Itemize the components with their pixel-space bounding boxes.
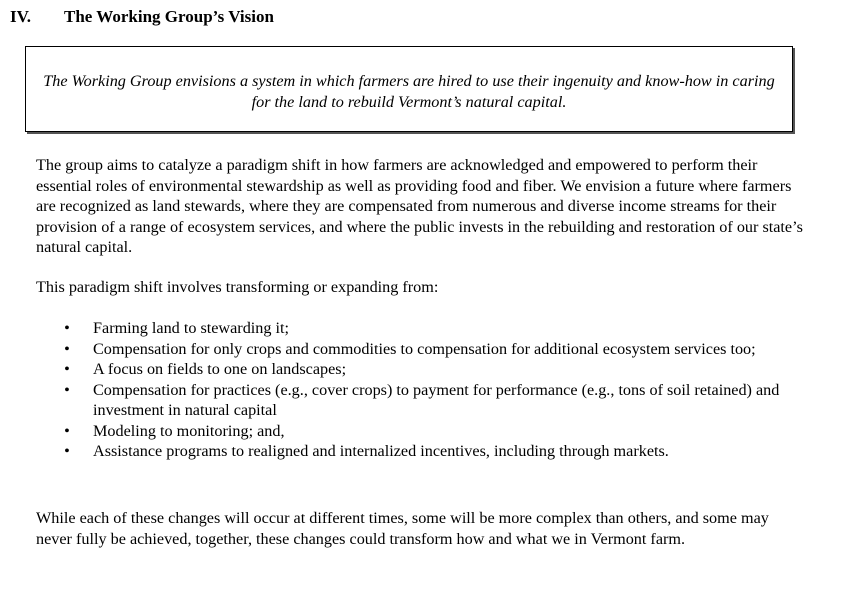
intro-paragraph: The group aims to catalyze a paradigm shift in how farmers are acknowledged and empowered to perform their essential roles of environmental stewardship as well as providing food and fiber. We envision a future where farmers are recognized as land stewards, where they are compensated from numerous and diverse income streams for their provision of a range of ecosystem services, and where the public invests in the rebuilding and restoration of our state’s natural capital. [36, 156, 803, 256]
section-heading [10, 6, 274, 28]
bullet-icon: • [64, 442, 70, 460]
lead-in-paragraph: This paradigm shift involves transforming or expanding from: [36, 278, 439, 296]
list-item [36, 380, 806, 421]
list-item-text: A focus on fields to one on landscapes; [93, 360, 347, 378]
list-item-text: Assistance programs to realigned and internalized incentives, including through markets. [93, 442, 669, 460]
vision-statement: The Working Group envisions a system in which farmers are hired to use their ingenuity and know-how in caring for the land to rebuild Vermont’s natural capital. [43, 72, 775, 111]
list-item [36, 421, 806, 442]
list-item-text: Modeling to monitoring; and, [93, 421, 285, 440]
section-title: The Working Group’s Vision [64, 7, 274, 26]
bullet-icon: • [64, 360, 70, 378]
list-item-text: Farming land to stewarding it; [93, 319, 290, 337]
bullet-icon: • [64, 380, 70, 399]
bullet-icon: • [64, 339, 70, 358]
section-number: IV. [10, 7, 31, 26]
list-item [36, 359, 806, 380]
bullet-icon: • [64, 421, 70, 440]
closing-paragraph: While each of these changes will occur at different times, some will be more complex than others, and some may never fully be achieved, together, these changes could transform how and what we in Vermont farm. [36, 509, 769, 548]
list-item [36, 441, 806, 462]
bullet-icon: • [64, 319, 70, 337]
list-item [36, 339, 806, 360]
list-item-text: Compensation for only crops and commodities to compensation for additional ecosystem services too; [93, 339, 756, 358]
list-item [36, 318, 806, 339]
list-item-text: Compensation for practices (e.g., cover crops) to payment for performance (e.g., tons of soil retained) and investment in natural capital [93, 380, 780, 419]
shift-list [36, 318, 806, 462]
vision-statement-box [25, 46, 793, 132]
